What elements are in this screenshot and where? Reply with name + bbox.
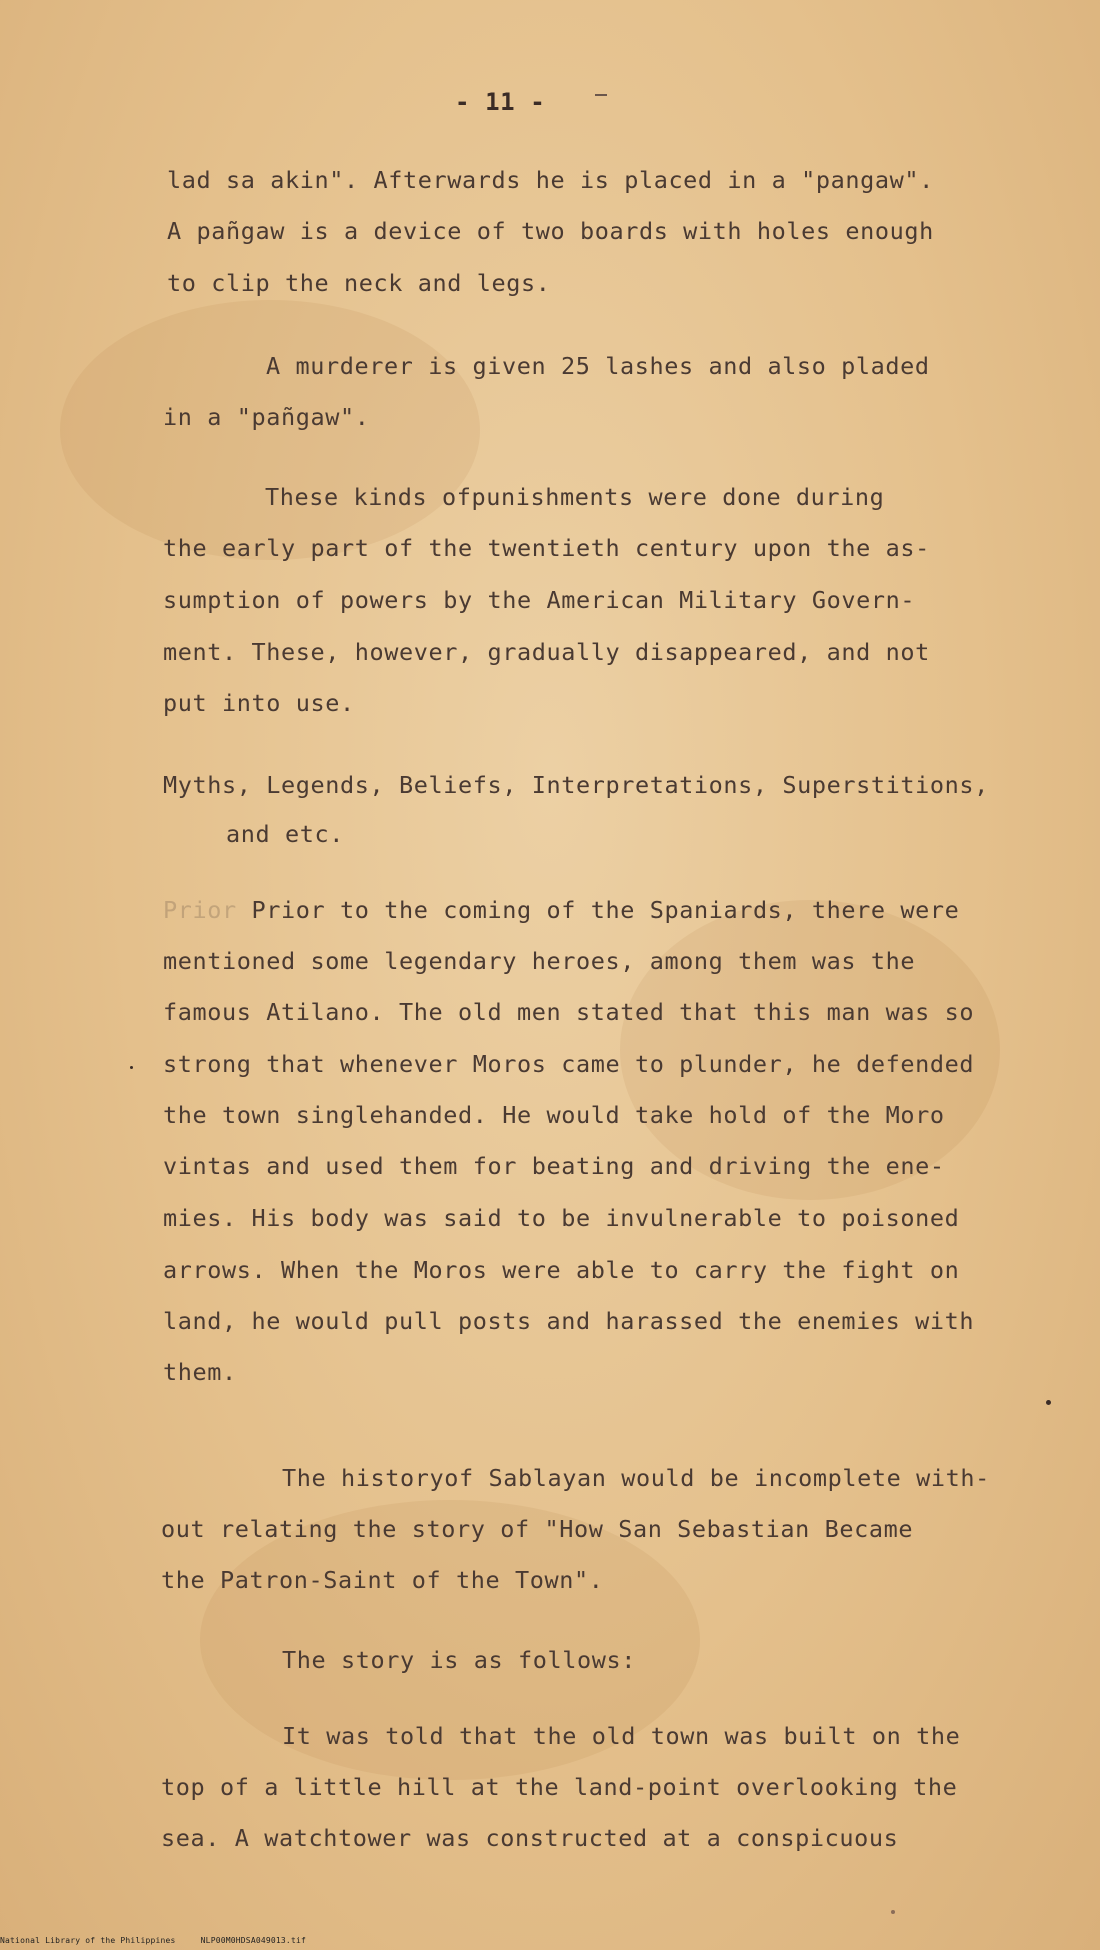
text-line-content: Prior to the coming of the Spaniards, there were bbox=[251, 896, 960, 924]
text-line: them. bbox=[163, 1358, 237, 1386]
text-line: The historyof Sablayan would be incomplete with- bbox=[282, 1464, 990, 1492]
text-line: the early part of the twentieth century upon the as- bbox=[163, 534, 930, 562]
text-line: out relating the story of "How San Sebastian Became bbox=[161, 1515, 914, 1543]
ink-dot bbox=[891, 1910, 895, 1914]
text-line: A murderer is given 25 lashes and also pladed bbox=[266, 352, 930, 380]
text-line: ment. These, however, gradually disappeared, and not bbox=[163, 638, 930, 666]
text-line: the Patron-Saint of the Town". bbox=[161, 1566, 604, 1594]
text-line: sea. A watchtower was constructed at a conspicuous bbox=[161, 1824, 899, 1852]
text-line: These kinds ofpunishments were done during bbox=[265, 483, 885, 511]
struck-word: Prior bbox=[163, 896, 252, 924]
text-line: put into use. bbox=[163, 689, 355, 717]
text-line: top of a little hill at the land-point overlooking the bbox=[161, 1773, 958, 1801]
text-line: the town singlehanded. He would take hold of the Moro bbox=[163, 1101, 945, 1129]
text-line: in a "pañgaw". bbox=[163, 403, 370, 431]
text-line: famous Atilano. The old men stated that this man was so bbox=[163, 998, 975, 1026]
ink-dot bbox=[130, 1066, 133, 1069]
text-line: strong that whenever Moros came to plunder, he defended bbox=[163, 1050, 975, 1078]
dash-mark bbox=[595, 94, 607, 96]
ink-dot bbox=[1046, 1400, 1051, 1405]
text-line: to clip the neck and legs. bbox=[167, 269, 551, 297]
text-line: mentioned some legendary heroes, among them was the bbox=[163, 947, 916, 975]
section-heading: and etc. bbox=[226, 820, 344, 848]
text-line: sumption of powers by the American Military Govern- bbox=[163, 586, 916, 614]
text-line: lad sa akin". Afterwards he is placed in a "pangaw". bbox=[167, 166, 934, 194]
text-line: The story is as follows: bbox=[282, 1646, 636, 1674]
text-line: It was told that the old town was built on the bbox=[282, 1722, 961, 1750]
text-line: arrows. When the Moros were able to carry the fight on bbox=[163, 1256, 960, 1284]
text-line: mies. His body was said to be invulnerable to poisoned bbox=[163, 1204, 960, 1232]
text-line: A pañgaw is a device of two boards with holes enough bbox=[167, 217, 934, 245]
page-number: - 11 - bbox=[455, 88, 546, 116]
text-line: land, he would pull posts and harassed the enemies with bbox=[163, 1307, 975, 1335]
text-line: vintas and used them for beating and driving the ene- bbox=[163, 1152, 945, 1180]
text-line bbox=[163, 895, 959, 925]
section-heading: Myths, Legends, Beliefs, Interpretations, Superstitions, bbox=[163, 771, 989, 799]
scan-footer: National Library of the Philippines NLP00M0HDSA049013.tif bbox=[0, 1936, 307, 1945]
